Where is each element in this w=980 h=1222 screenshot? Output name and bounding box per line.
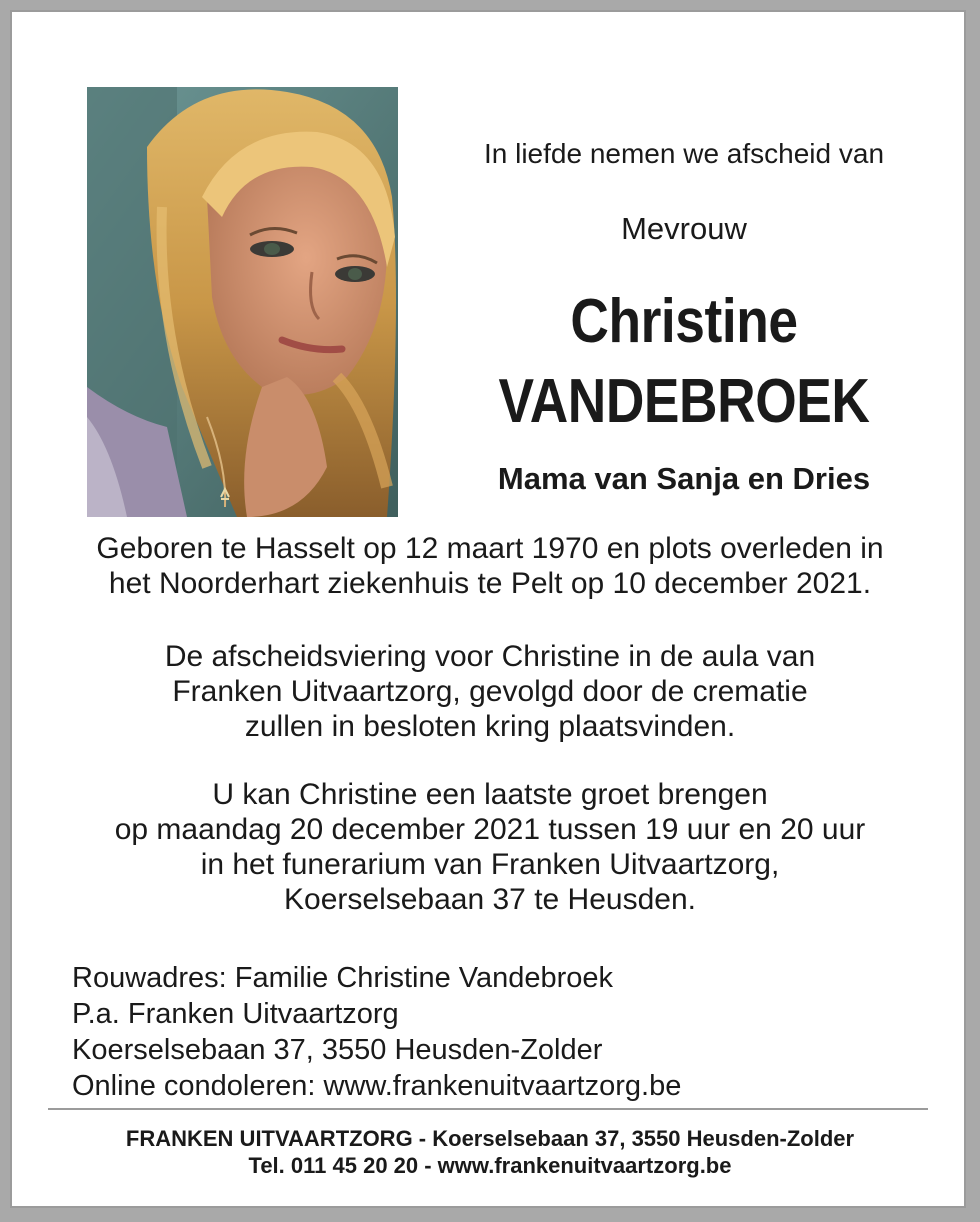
divider <box>48 1108 928 1110</box>
text-line: in het funerarium van Franken Uitvaartzorg, <box>200 848 780 881</box>
visitation-paragraph <box>24 777 956 917</box>
text-line: op maandag 20 december 2021 tussen 19 uur en 20 uur <box>114 813 866 846</box>
birth-death-paragraph <box>24 531 956 601</box>
text-line: zullen in besloten kring plaatsvinden. <box>244 710 736 743</box>
funeral-home-footer <box>24 1125 956 1179</box>
deceased-first-name: Christine <box>570 287 798 356</box>
title-text: Mevrouw <box>621 211 747 246</box>
mourning-address <box>72 960 681 1104</box>
address-line: P.a. Franken Uitvaartzorg <box>72 998 399 1030</box>
portrait-photo <box>87 87 398 517</box>
obituary-content <box>24 24 952 1194</box>
text-line: De afscheidsviering voor Christine in de aula van <box>164 640 816 673</box>
obituary-card <box>10 10 966 1208</box>
children-line: Mama van Sanja en Dries <box>497 461 871 496</box>
address-line: Koerselsebaan 37, 3550 Heusden-Zolder <box>72 1034 603 1066</box>
footer-line: Tel. 011 45 20 20 - www.frankenuitvaartzorg.be <box>248 1153 732 1178</box>
text-line: U kan Christine een laatste groet brengen <box>212 778 768 811</box>
text-line: Franken Uitvaartzorg, gevolgd door de crematie <box>172 675 808 708</box>
intro-text: In liefde nemen we afscheid van <box>483 138 885 169</box>
text-line: Koerselsebaan 37 te Heusden. <box>284 883 696 916</box>
footer-line: FRANKEN UITVAARTZORG - Koerselsebaan 37, 3550 Heusden-Zolder <box>125 1126 855 1151</box>
condolence-line: Online condoleren: www.frankenuitvaartzorg.be <box>72 1070 682 1102</box>
text-line: het Noorderhart ziekenhuis te Pelt op 10 december 2021. <box>108 567 872 600</box>
text-line: Geboren te Hasselt op 12 maart 1970 en plots overleden in <box>96 532 884 565</box>
address-line: Rouwadres: Familie Christine Vandebroek <box>72 962 614 994</box>
ceremony-paragraph <box>24 639 956 744</box>
deceased-last-name: VANDEBROEK <box>498 367 870 436</box>
